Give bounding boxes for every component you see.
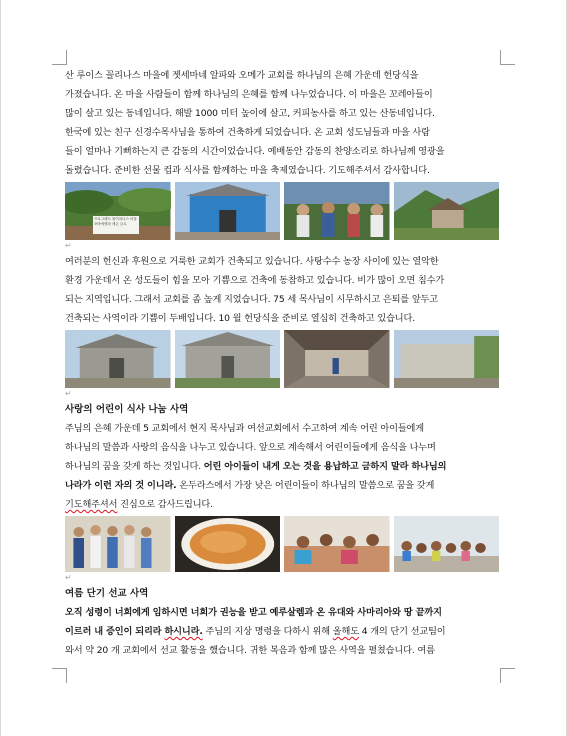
text-line: 기도해주셔서 진심으로 감사드립니다. [65, 499, 213, 510]
photo-sign-label: 프로그램도 물이치나스 마을 포바에델라 세손 클로 [93, 216, 139, 234]
photo-spaghetti-dish[interactable] [175, 516, 281, 572]
text-line: 건축되는 사역이라 기쁨이 두배입니다. 10 월 헌당식을 준비로 열심히 건축하고 있습니다. [65, 313, 416, 324]
text-line: 산 루이스 꼴리나스 마을에 젯세마네 알파와 오메가 교회를 하나님의 은혜 가운데 헌당식을 [65, 70, 419, 81]
photo-group-adults[interactable] [65, 516, 171, 572]
text-line: 나라가 이런 자의 것 이니라. 온두라스에서 가장 낮은 어린이들이 하나님의 말씀으로 꿈을 갖게 [65, 480, 435, 491]
section-children-meal [65, 400, 499, 514]
paragraph-church-dedication [65, 66, 499, 180]
photo-construction-interior[interactable] [284, 330, 390, 388]
text-line: 되는 지역입니다. 그래서 교회를 좀 높게 지었습니다. 75 세 목사님이 시무하시고 은퇴를 앞두고 [65, 294, 439, 305]
photo-mountain-house[interactable] [394, 182, 500, 240]
photo-row-children [65, 516, 499, 572]
text-line: 많이 살고 있는 동네입니다. 해발 1000 미터 높이에 살고, 커피농사를 하고 있는 산동네입니다. [65, 108, 435, 119]
text-line: 오직 성령이 너희에게 임하시면 너희가 권능을 받고 예루살렘과 온 유대와 사마리아와 땅 끝까지 [65, 607, 442, 618]
page-left-edge [0, 0, 1, 736]
photo-construction-side[interactable] [175, 330, 281, 388]
text-line: 들이 얼마나 기뻐하는지 큰 감동의 시간이었습니다. 예배동안 감동의 찬양소리로 하나님께 영광을 [65, 146, 445, 157]
photo-construction-wall[interactable] [394, 330, 500, 388]
photo-construction-front[interactable] [65, 330, 171, 388]
photo-children-group[interactable] [394, 516, 500, 572]
crop-mark-bottom-left [52, 668, 67, 683]
crop-mark-top-right [500, 50, 515, 65]
text-line: 주님의 은혜 가운데 5 교회에서 현지 목사님과 여선교회에서 수고하여 계속 어린 아이들에게 [65, 423, 424, 434]
text-line: 여러분의 헌신과 후원으로 거룩한 교회가 건축되고 있습니다. 사탕수수 농장 사이에 있는 열악한 [65, 256, 439, 267]
photo-row-dedication [65, 182, 499, 240]
text-line: 한국에 있는 친구 신경수목사님을 통하여 건축하게 되었습니다. 온 교회 성도님들과 마을 사람 [65, 127, 430, 138]
document-body[interactable] [65, 66, 499, 660]
text-line: 환경 가운데서 온 성도들이 힘을 모아 기쁨으로 건축에 동참하고 있습니다. 비가 많이 오면 침수가 [65, 275, 445, 286]
photo-church-sign[interactable] [65, 182, 171, 240]
photo-blue-church[interactable] [175, 182, 281, 240]
paragraph-mark: ↵ [65, 573, 72, 582]
crop-mark-bottom-right [500, 668, 515, 683]
section-heading: 사랑의 어린이 식사 나눔 사역 [65, 404, 189, 415]
text-line: 하나님의 꿈을 갖게 하는 것입니다. 어린 아이들이 내게 오는 것을 용납하고 금하지 말라 하나님의 [65, 461, 447, 472]
paragraph-church-construction [65, 252, 499, 328]
photo-row-construction [65, 330, 499, 388]
paragraph-mark: ↵ [65, 241, 72, 250]
section-heading: 여름 단기 선교 사역 [65, 588, 149, 599]
photo-crowd[interactable] [284, 182, 390, 240]
text-line: 돌렸습니다. 준비한 선물 컵과 식사를 함께하는 마을 축제였습니다. 기도해주셔서 감사합니다. [65, 165, 430, 176]
photo-children-eating[interactable] [284, 516, 390, 572]
crop-mark-top-left [52, 50, 67, 65]
text-line: 하나님의 말씀과 사랑의 음식을 나누고 있습니다. 앞으로 계속해서 어린이들에게 음식을 나누며 [65, 442, 436, 453]
text-line: 와서 약 20 개 교회에서 선교 활동을 했습니다. 귀한 복음과 함께 많은 사역을 펼쳤습니다. 여름 [65, 645, 435, 656]
section-summer-mission [65, 584, 499, 660]
paragraph-mark: ↵ [65, 389, 72, 398]
text-line: 가졌습니다. 온 마을 사람들이 함께 하나님의 은혜를 함께 나누었습니다. 이 마을은 꼬레아들이 [65, 89, 433, 100]
text-line: 이르러 내 증인이 되리라 하시니라. 주님의 지상 명령을 다하시 위해 올해도 4 개의 단기 선교팀이 [65, 626, 446, 637]
